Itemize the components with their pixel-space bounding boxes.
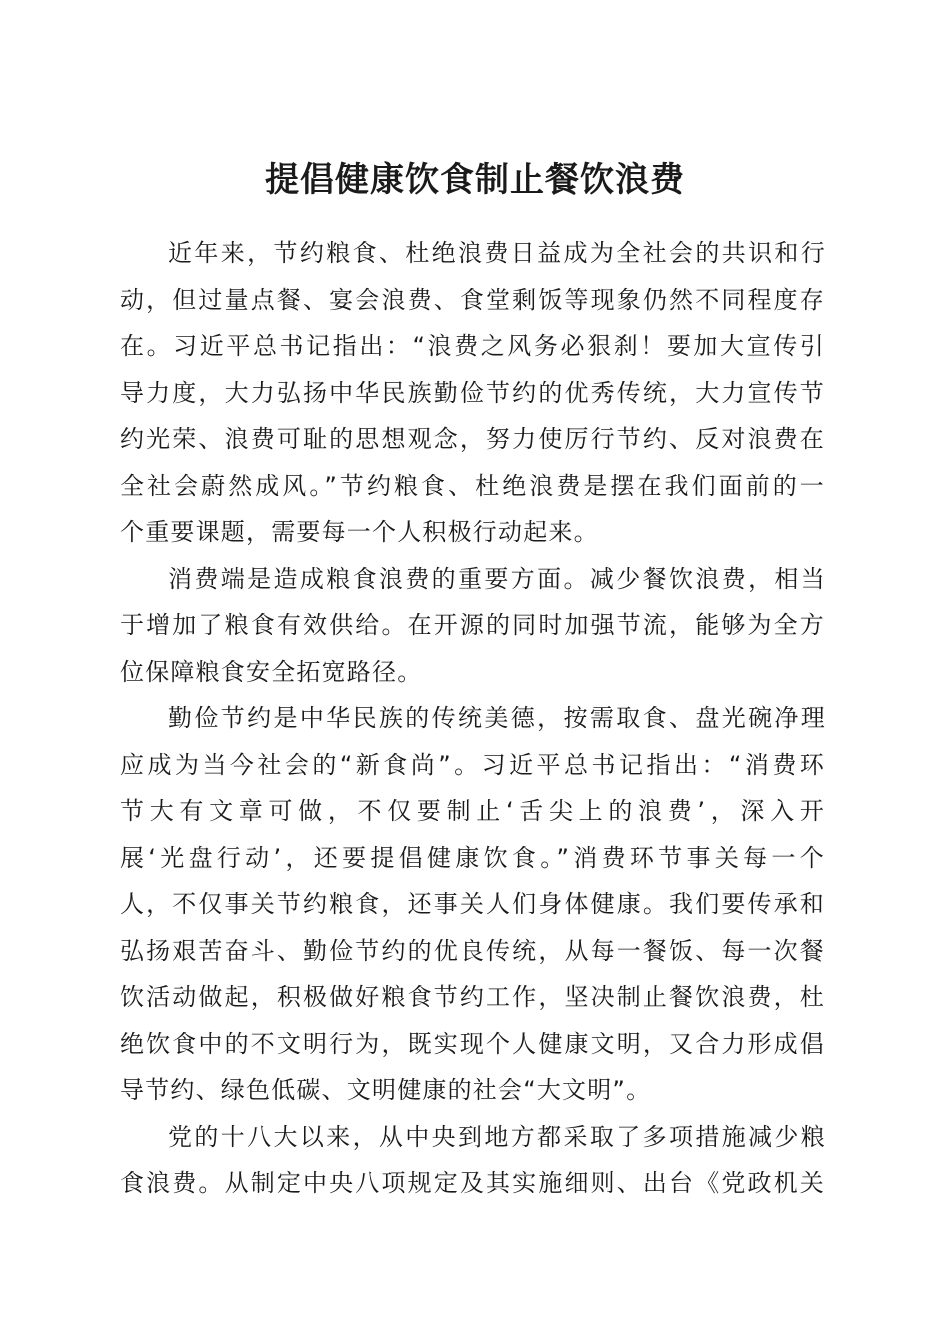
text-line: 近年来，节约粮食、杜绝浪费日益成为全社会的共识和行 xyxy=(168,239,825,267)
text-line: 人，不仅事关节约粮食，还事关人们身体健康。我们要传承和 xyxy=(120,890,825,918)
text-line: 勤俭节约是中华民族的传统美德，按需取食、盘光碗净理 xyxy=(168,704,825,732)
paragraph-4 xyxy=(120,1114,825,1207)
text-line: 食浪费。从制定中央八项规定及其实施细则、出台《党政机关 xyxy=(120,1169,825,1197)
text-line: 节大有文章可做，不仅要制止‘舌尖上的浪费’，深入开 xyxy=(120,797,825,825)
text-line: 应成为当今社会的“新食尚”。习近平总书记指出：“消费环 xyxy=(120,750,825,779)
text-line: 在。习近平总书记指出：“浪费之风务必狠刹！要加大宣传引 xyxy=(120,332,825,360)
text-line: 党的十八大以来，从中央到地方都采取了多项措施减少粮 xyxy=(168,1122,825,1151)
paragraph-3 xyxy=(120,695,825,1114)
text-line: 弘扬艰苦奋斗、勤俭节约的优良传统，从每一餐饭、每一次餐 xyxy=(120,936,825,965)
paragraph-2 xyxy=(120,556,825,696)
paragraph-1 xyxy=(120,230,825,556)
text-line: 展‘光盘行动’，还要提倡健康饮食。”消费环节事关每一个 xyxy=(120,843,825,872)
document-title: 提倡健康饮食制止餐饮浪费 xyxy=(265,159,685,200)
text-line: 绝饮食中的不文明行为，既实现个人健康文明，又合力形成倡 xyxy=(120,1029,825,1058)
text-line: 消费端是造成粮食浪费的重要方面。减少餐饮浪费，相当 xyxy=(168,564,825,593)
text-line: 动，但过量点餐、宴会浪费、食堂剩饭等现象仍然不同程度存 xyxy=(120,285,825,314)
text-line: 约光荣、浪费可耻的思想观念，努力使厉行节约、反对浪费在 xyxy=(120,425,825,453)
text-line: 位保障粮食安全拓宽路径。 xyxy=(120,657,423,686)
text-line: 个重要课题，需要每一个人积极行动起来。 xyxy=(120,518,599,546)
text-line: 于增加了粮食有效供给。在开源的同时加强节流，能够为全方 xyxy=(120,611,825,639)
text-line: 导力度，大力弘扬中华民族勤俭节约的优秀传统，大力宣传节 xyxy=(120,378,825,407)
text-line: 导节约、绿色低碳、文明健康的社会“大文明”。 xyxy=(120,1076,652,1104)
text-line: 饮活动做起，积极做好粮食节约工作，坚决制止餐饮浪费，杜 xyxy=(120,983,825,1011)
text-line: 全社会蔚然成风。”节约粮食、杜绝浪费是摆在我们面前的一 xyxy=(120,471,825,500)
document-body xyxy=(120,230,825,1207)
